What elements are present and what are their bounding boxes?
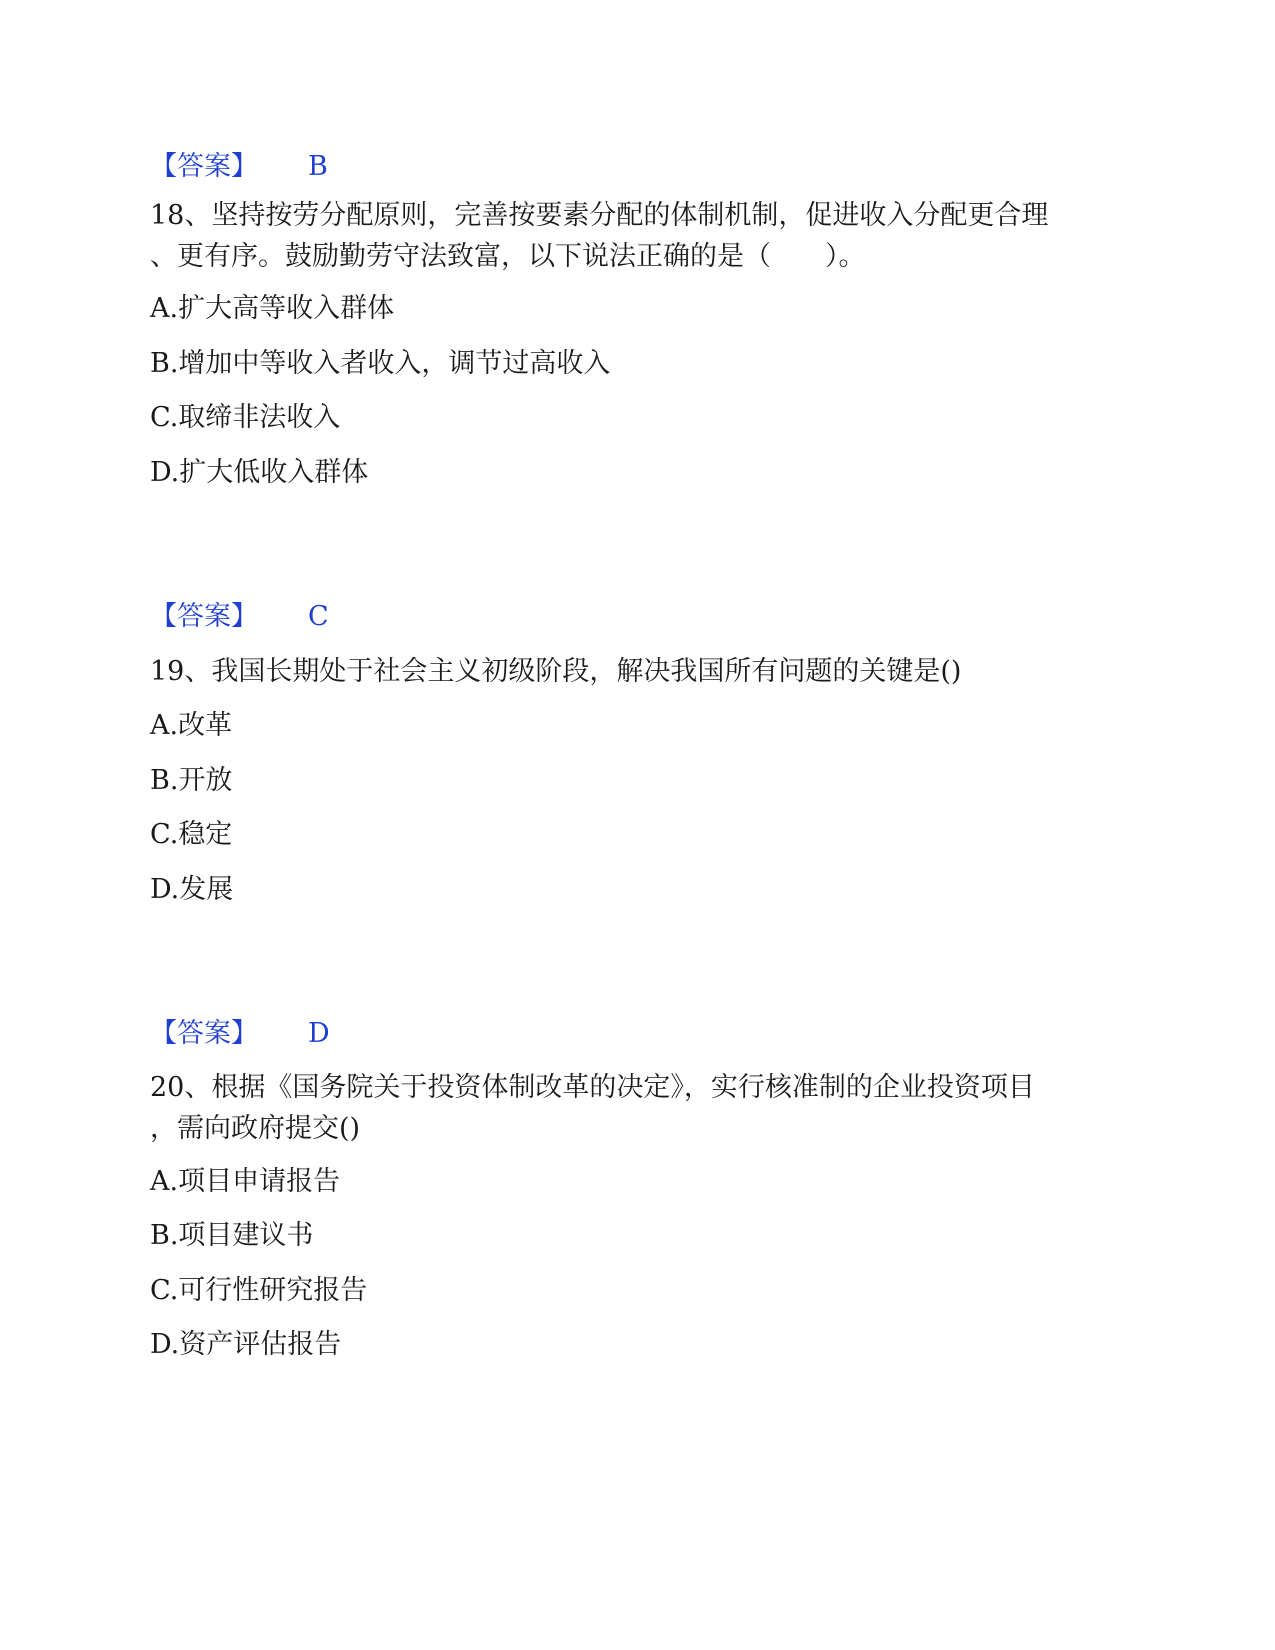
option-b: B.增加中等收入者收入，调节过高收入 [150, 348, 611, 379]
option-b: B.开放 [150, 765, 233, 796]
option-d: D.发展 [150, 874, 234, 905]
question-text: 20、根据《国务院关于投资体制改革的决定》，实行核准制的企业投资项目 ，需向政府提交() [150, 1072, 1035, 1144]
option-d: D.扩大低收入群体 [150, 457, 369, 488]
answer-label: 【答案】 [150, 1018, 258, 1049]
answer-line [150, 1014, 330, 1054]
answer-label: 【答案】 [150, 601, 258, 632]
option-d: D.资产评估报告 [150, 1329, 342, 1360]
question-text: 18、坚持按劳分配原则，完善按要素分配的体制机制，促进收入分配更合理 、更有序。鼓励勤劳守法致富，以下说法正确的是（ ）。 [150, 200, 1049, 272]
option-c: C.取缔非法收入 [150, 402, 341, 433]
option-a: A.项目申请报告 [150, 1166, 341, 1197]
answer-line [150, 597, 329, 637]
answer-value: B [308, 151, 328, 182]
answer-line [150, 147, 328, 187]
option-a: A.改革 [150, 710, 233, 741]
answer-label: 【答案】 [150, 151, 258, 182]
option-a: A.扩大高等收入群体 [150, 293, 395, 324]
option-c: C.稳定 [150, 819, 233, 850]
answer-value: D [308, 1018, 330, 1049]
answer-value: C [308, 601, 329, 632]
option-b: B.项目建议书 [150, 1220, 314, 1251]
option-c: C.可行性研究报告 [150, 1275, 368, 1306]
question-text: 19、我国长期处于社会主义初级阶段，解决我国所有问题的关键是() [150, 656, 962, 687]
